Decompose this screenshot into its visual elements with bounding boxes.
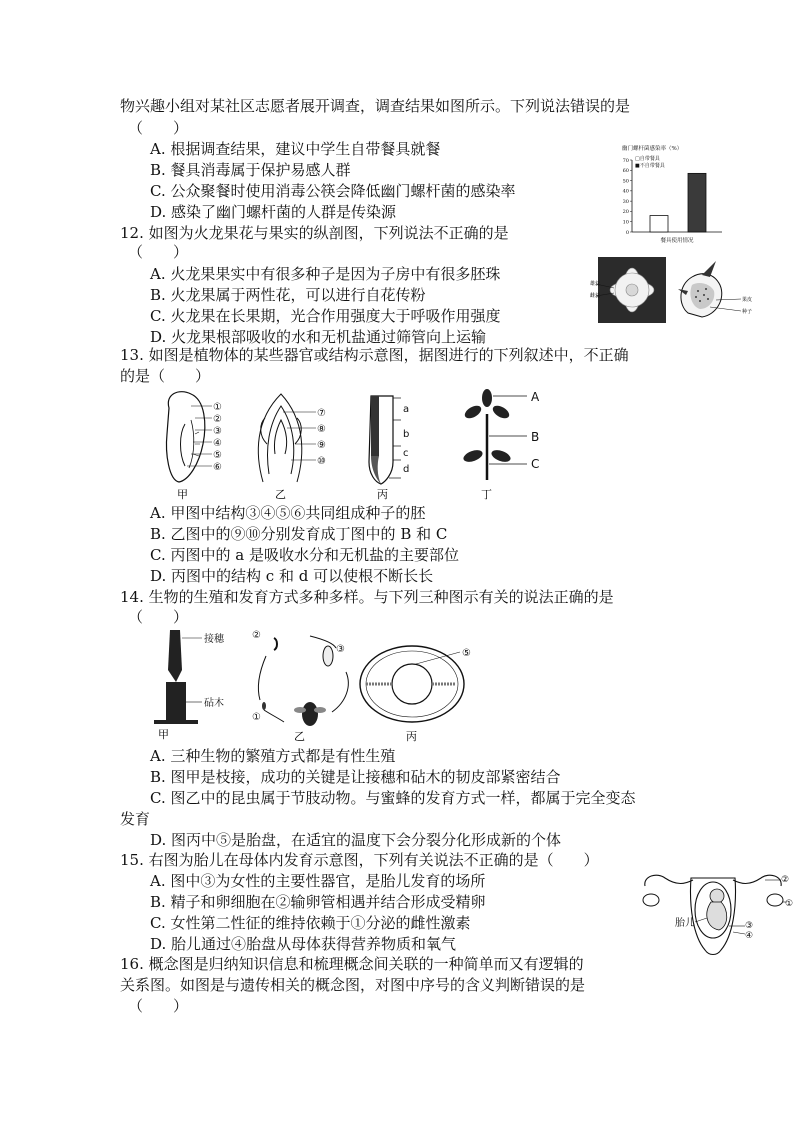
q13-stem-line2: 的是（ ） [120, 367, 211, 385]
q16-stem-line2: 关系图。如图是与遗传相关的概念图，对图中序号的含义判断错误的是 [120, 976, 586, 994]
q11-option-d: D. 感染了幽门螺杆菌的人群是传染源 [150, 203, 397, 221]
y-tick-label: 50 [622, 178, 629, 185]
yi-num-9: ⑨ [317, 440, 326, 451]
q15-stem: 15. 右图为胎儿在母体内发育示意图，下列有关说法不正确的是（ ） [120, 851, 599, 869]
y-tick-label: 20 [622, 209, 629, 216]
yi14-num-2: ② [252, 630, 261, 641]
yi-num-7: ⑦ [317, 408, 326, 419]
q12-option-d: D. 火龙果根部吸收的水和无机盐通过筛管向上运输 [150, 328, 487, 346]
caption-bing: 丙 [377, 488, 388, 501]
y-tick-label: 40 [622, 188, 629, 195]
q14-option-b: B. 图甲是枝接，成功的关键是让接穗和砧木的韧皮部紧密结合 [150, 768, 561, 786]
y-tick-label: 0 [625, 229, 629, 236]
ding-label-b: B [531, 430, 540, 444]
caption-bing-14: 丙 [406, 730, 417, 743]
bar-bring-own [650, 216, 668, 232]
q15-option-b: B. 精子和卵细胞在②输卵管相遇并结合形成受精卵 [150, 893, 486, 911]
yi14-num-1: ① [252, 712, 261, 723]
yi14-num-3: ③ [336, 644, 345, 655]
q15-option-c: C. 女性第二性征的维持依赖于①分泌的雌性激素 [150, 914, 471, 932]
label-fetus: 胎儿 [675, 918, 695, 929]
pupa-icon [323, 646, 333, 666]
q15-num-1: ① [785, 899, 793, 909]
fruit-section-icon [678, 261, 722, 317]
q11-option-b: B. 餐具消毒属于保护易感人群 [150, 161, 351, 179]
q11-bar-chart [612, 142, 728, 248]
larva-icon [274, 638, 277, 650]
q12-answer-paren: （ ） [128, 243, 189, 261]
adult-fly-icon [294, 702, 326, 726]
q13-option-d: D. 丙图中的结构 c 和 d 可以使根不断长长 [150, 567, 434, 585]
q12-option-b: B. 火龙果属于两性花，可以进行自花传粉 [150, 286, 426, 304]
label-seed: 种子 [742, 309, 753, 315]
yi-num-10: ⑩ [317, 456, 326, 467]
caption-yi-14: 乙 [294, 730, 305, 743]
q12-option-a: A. 火龙果果实中有很多种子是因为子房中有很多胚珠 [150, 265, 501, 283]
q13-option-c: C. 丙图中的 a 是吸收水分和无机盐的主要部位 [150, 546, 459, 564]
q13-stem-line1: 13. 如图是植物体的某些器官或结构示意图，据图进行的下列叙述中，不正确 [120, 346, 629, 364]
label-pericarp: 果皮 [742, 297, 753, 303]
q13-option-a: A. 甲图中结构③④⑤⑥共同组成种子的胚 [150, 504, 426, 522]
q12-option-c: C. 火龙果在长果期，光合作用强度大于呼吸作用强度 [150, 307, 501, 325]
q12-stem: 12. 如图为火龙果花与果实的纵剖图，下列说法不正确的是 [120, 224, 509, 242]
ovary-icon-right [767, 894, 783, 906]
q16-stem-line1: 16. 概念图是归纳知识信息和梳理概念间关联的一种简单而又有逻辑的 [120, 955, 584, 973]
bing-label-d: d [403, 464, 410, 475]
q11-option-a: A. 根据调查结果，建议中学生自带餐具就餐 [150, 140, 441, 158]
ding-label-c: C [531, 457, 540, 471]
jia-num-1: ① [213, 402, 222, 413]
chart-title: 幽门螺杆菌感染率（%） [622, 146, 683, 152]
jia-num-6: ⑥ [213, 462, 222, 473]
jia-num-3: ③ [213, 426, 222, 437]
q16-answer-paren: （ ） [128, 997, 189, 1015]
caption-ding: 丁 [481, 488, 492, 501]
plant-stem-diagram [462, 389, 512, 480]
q15-num-3: ③ [745, 921, 754, 931]
caption-jia: 甲 [177, 488, 188, 501]
jia-num-4: ④ [213, 438, 222, 449]
q14-option-c: C. 图乙中的昆虫属于节肢动物。与蜜蜂的发育方式一样，都属于完全变态 [150, 789, 636, 807]
jia-num-2: ② [213, 414, 222, 425]
q12-dragonfruit-figure [590, 255, 758, 325]
q13-option-b: B. 乙图中的⑨⑩分别发育成丁图中的 B 和 C [150, 525, 448, 543]
bird-egg-diagram [360, 646, 464, 722]
label-scion: 接穗 [204, 634, 224, 645]
corn-seed-diagram [167, 392, 205, 482]
label-pistil: 雌蕊 [590, 293, 601, 299]
label-stock: 砧木 [204, 698, 224, 709]
q11-option-c: C. 公众聚餐时使用消毒公筷会降低幽门螺杆菌的感染率 [150, 182, 516, 200]
q14-answer-paren: （ ） [128, 608, 189, 626]
bing-label-a: a [403, 404, 410, 415]
jia-num-5: ⑤ [213, 450, 222, 461]
q15-num-2: ② [781, 875, 790, 885]
y-tick-label: 60 [622, 168, 629, 175]
ding-label-a: A [531, 390, 540, 404]
root-tip-diagram [369, 396, 393, 484]
fetus-icon [707, 889, 727, 930]
y-tick-label: 10 [622, 219, 629, 226]
q11-answer-paren: （ ） [128, 119, 189, 137]
q14-reproduction-figure [150, 626, 490, 744]
q14-option-c-continued: 发育 [120, 810, 151, 828]
y-tick-label: 70 [622, 157, 629, 164]
q14-option-d: D. 图丙中⑤是胎盘，在适宜的温度下会分裂分化形成新的个体 [150, 831, 562, 849]
q14-option-a: A. 三种生物的繁殖方式都是有性生殖 [150, 747, 396, 765]
q13-plant-structures-figure [155, 384, 555, 502]
yi-num-8: ⑧ [317, 424, 326, 435]
bud-diagram [258, 394, 301, 482]
q14-stem: 14. 生物的生殖和发育方式多种多样。与下列三种图示有关的说法正确的是 [120, 588, 614, 606]
q15-option-a: A. 图中③为女性的主要性器官，是胎儿发育的场所 [150, 872, 486, 890]
legend-item: □自带餐具 [635, 156, 660, 162]
q15-option-d: D. 胎儿通过④胎盘从母体获得营养物质和氧气 [150, 935, 457, 953]
ovary-icon [643, 894, 659, 906]
label-stamen: 雄蕊 [590, 281, 601, 287]
egg-icon [262, 702, 266, 710]
legend-item: ■不自带餐具 [635, 163, 665, 169]
y-tick-label: 30 [622, 198, 629, 205]
grafting-diagram [154, 630, 198, 724]
caption-yi: 乙 [275, 488, 286, 501]
caption-jia-14: 甲 [158, 728, 169, 741]
bing-label-b: b [403, 429, 410, 440]
q15-uterus-figure [633, 866, 793, 966]
bar-not-bring-own [688, 173, 706, 232]
x-axis-label: 餐具使用情况 [660, 238, 694, 244]
bing-label-c: c [403, 448, 409, 459]
q15-num-4: ④ [745, 931, 754, 941]
bing14-num-5: ⑤ [462, 648, 471, 659]
q11-stem: 物兴趣小组对某社区志愿者展开调查，调查结果如图所示。下列说法错误的是 [120, 97, 631, 115]
